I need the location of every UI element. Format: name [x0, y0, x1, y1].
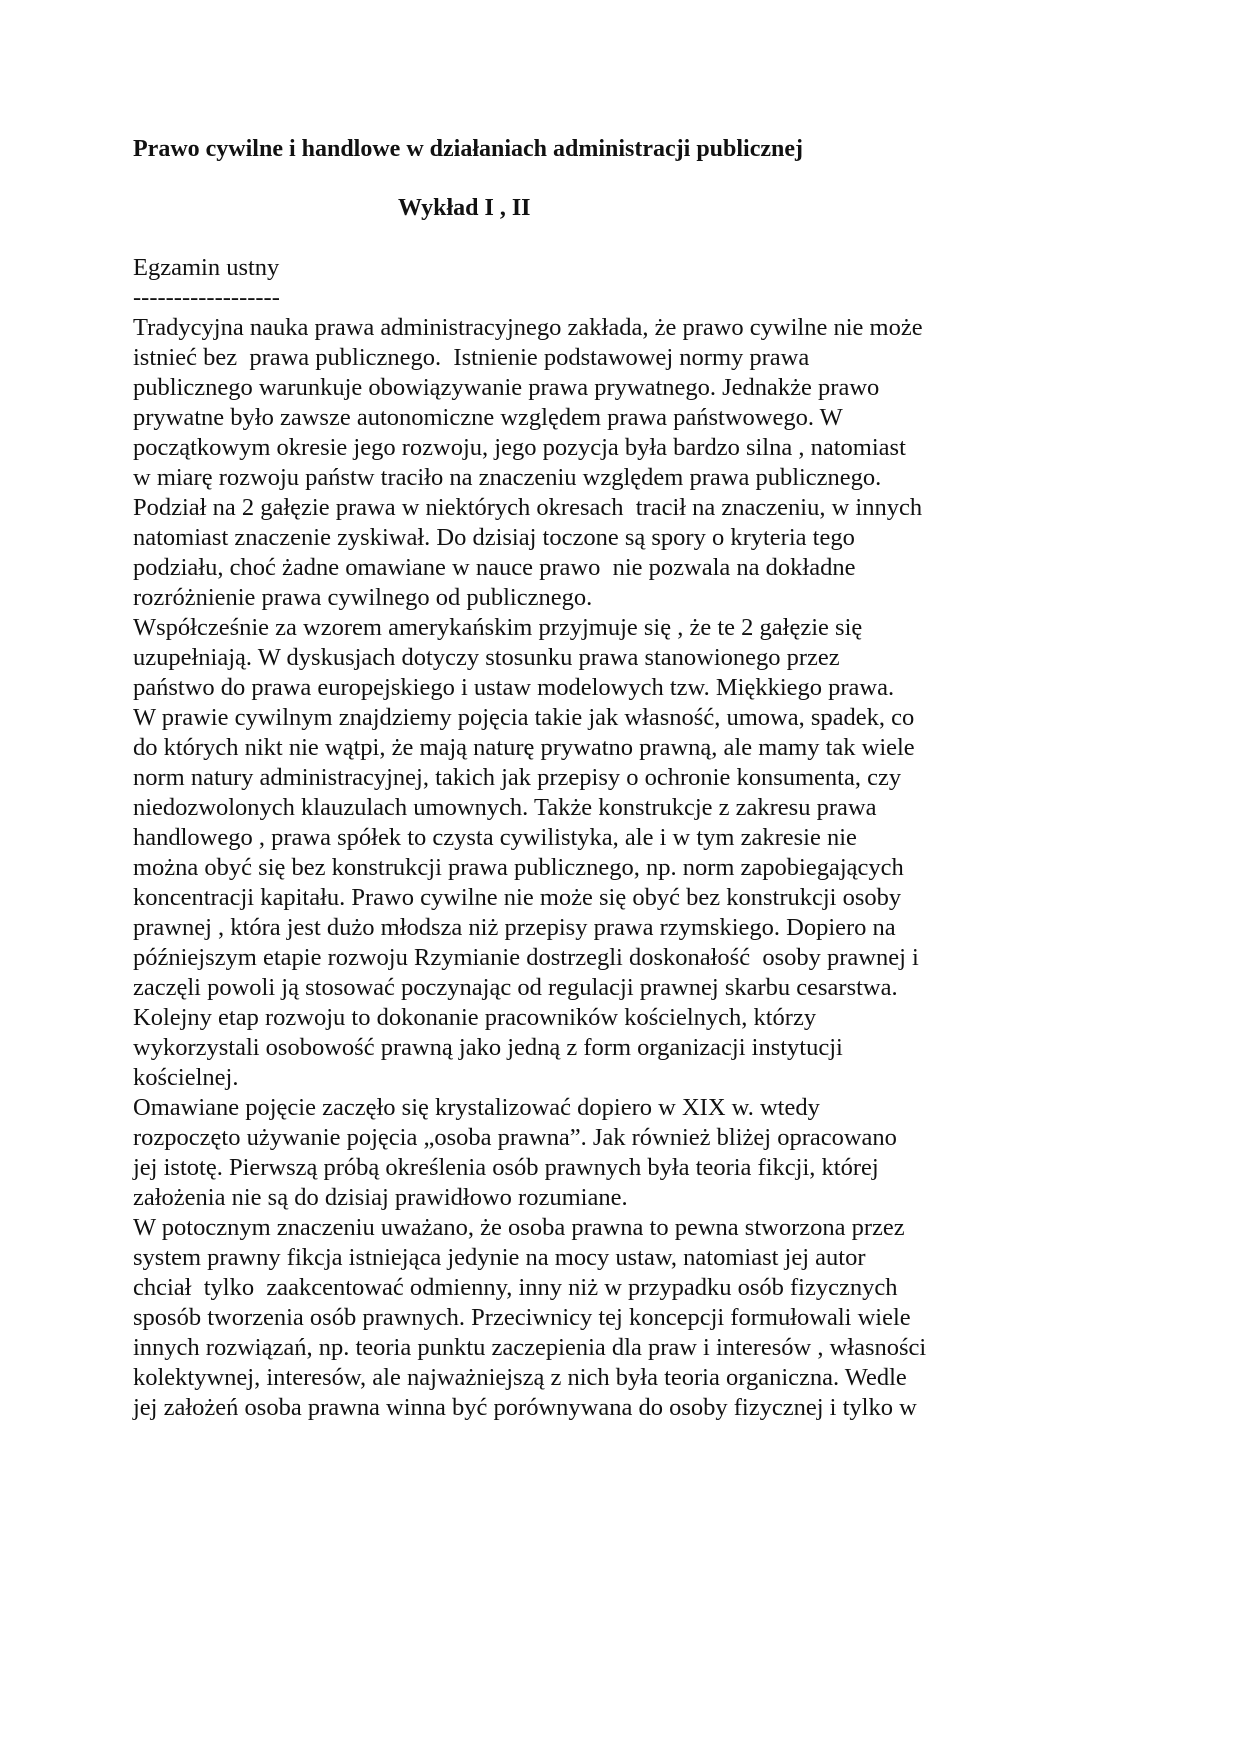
text-line: innych rozwiązań, np. teoria punktu zaczepienia dla praw i interesów , własności: [133, 1334, 927, 1361]
document-subtitle: Wykład I , II: [398, 195, 531, 221]
text-line: Omawiane pojęcie zaczęło się krystalizować dopiero w XIX w. wtedy: [133, 1094, 820, 1121]
text-line: system prawny fikcja istniejąca jedynie na mocy ustaw, natomiast jej autor: [133, 1244, 866, 1271]
text-line: prywatne było zawsze autonomiczne względem prawa państwowego. W: [133, 404, 843, 431]
text-line: państwo do prawa europejskiego i ustaw modelowych tzw. Miękkiego prawa.: [133, 674, 895, 701]
text-line: w miarę rozwoju państw traciło na znaczeniu względem prawa publicznego.: [133, 464, 882, 491]
text-line: sposób tworzenia osób prawnych. Przeciwnicy tej koncepcji formułowali wiele: [133, 1304, 911, 1331]
text-line: do których nikt nie wątpi, że mają naturę prywatno prawną, ale mamy tak wiele: [133, 734, 915, 761]
text-line: rozpoczęto używanie pojęcia „osoba prawna”. Jak również bliżej opracowano: [133, 1124, 897, 1151]
text-line: można obyć się bez konstrukcji prawa publicznego, np. norm zapobiegających: [133, 854, 904, 881]
text-line: chciał tylko zaakcentować odmienny, inny niż w przypadku osób fizycznych: [133, 1274, 898, 1301]
text-line: rozróżnienie prawa cywilnego od publicznego.: [133, 584, 593, 611]
text-line: Współcześnie za wzorem amerykańskim przyjmuje się , że te 2 gałęzie się: [133, 614, 863, 641]
text-line: Kolejny etap rozwoju to dokonanie pracowników kościelnych, którzy: [133, 1004, 817, 1031]
text-line: W prawie cywilnym znajdziemy pojęcia takie jak własność, umowa, spadek, co: [133, 704, 915, 731]
text-line: jej założeń osoba prawna winna być porównywana do osoby fizycznej i tylko w: [133, 1394, 917, 1421]
text-line: publicznego warunkuje obowiązywanie prawa prywatnego. Jednakże prawo: [133, 374, 880, 401]
text-line: początkowym okresie jego rozwoju, jego pozycja była bardzo silna , natomiast: [133, 434, 906, 461]
text-line: handlowego , prawa spółek to czysta cywilistyka, ale i w tym zakresie nie: [133, 824, 857, 851]
text-line: zaczęli powoli ją stosować poczynając od regulacji prawnej skarbu cesarstwa.: [133, 974, 898, 1001]
text-line: wykorzystali osobowość prawną jako jedną z form organizacji instytucji: [133, 1034, 843, 1061]
text-line: jej istotę. Pierwszą próbą określenia osób prawnych była teoria fikcji, której: [133, 1154, 879, 1181]
text-line: norm natury administracyjnej, takich jak przepisy o ochronie konsumenta, czy: [133, 764, 902, 791]
text-line: natomiast znaczenie zyskiwał. Do dzisiaj toczone są spory o kryteria tego: [133, 524, 855, 551]
text-line: koncentracji kapitału. Prawo cywilne nie może się obyć bez konstrukcji osoby: [133, 884, 902, 911]
text-line: uzupełniają. W dyskusjach dotyczy stosunku prawa stanowionego przez: [133, 644, 840, 671]
text-line: kościelnej.: [133, 1064, 239, 1091]
text-line: Tradycyjna nauka prawa administracyjnego zakłada, że prawo cywilne nie może: [133, 314, 923, 341]
text-line: niedozwolonych klauzulach umownych. Także konstrukcje z zakresu prawa: [133, 794, 877, 821]
text-line: prawnej , która jest dużo młodsza niż przepisy prawa rzymskiego. Dopiero na: [133, 914, 896, 941]
text-line: Podział na 2 gałęzie prawa w niektórych okresach tracił na znaczeniu, w innych: [133, 494, 923, 521]
text-line: kolektywnej, interesów, ale najważniejszą z nich była teoria organiczna. Wedle: [133, 1364, 907, 1391]
text-line: Egzamin ustny: [133, 254, 280, 281]
text-line: istnieć bez prawa publicznego. Istnienie podstawowej normy prawa: [133, 344, 810, 371]
text-line: ------------------: [133, 284, 280, 311]
text-line: W potocznym znaczeniu uważano, że osoba prawna to pewna stworzona przez: [133, 1214, 905, 1241]
text-line: założenia nie są do dzisiaj prawidłowo rozumiane.: [133, 1184, 628, 1211]
document-title: Prawo cywilne i handlowe w działaniach administracji publicznej: [133, 136, 804, 162]
document-body: [133, 253, 1133, 1423]
text-line: późniejszym etapie rozwoju Rzymianie dostrzegli doskonałość osoby prawnej i: [133, 944, 919, 971]
text-line: podziału, choć żadne omawiane w nauce prawo nie pozwala na dokładne: [133, 554, 856, 581]
